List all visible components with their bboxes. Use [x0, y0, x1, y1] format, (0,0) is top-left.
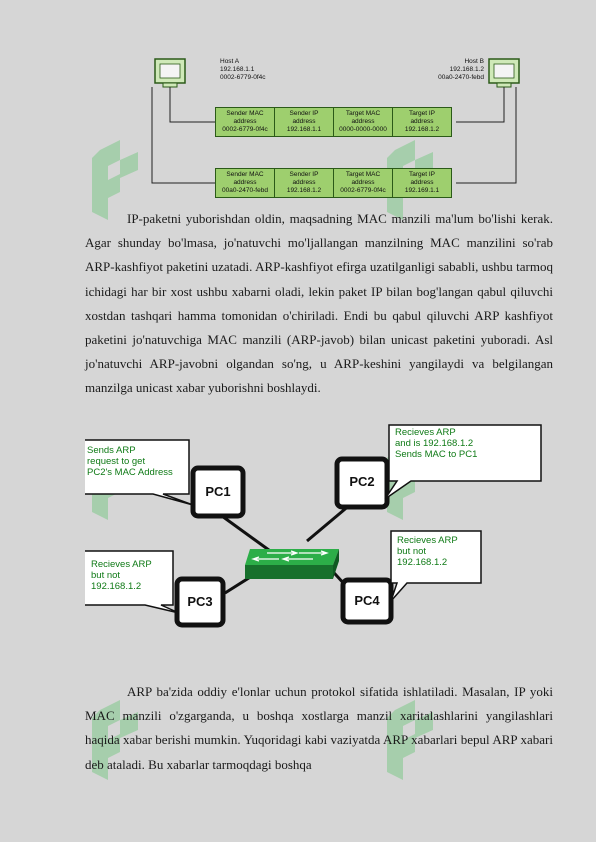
- host-b-label: [438, 58, 484, 82]
- host-b-mac: 00a0-2470-febd: [438, 74, 484, 81]
- field-header: Sender IP: [289, 171, 319, 178]
- field-header: address: [233, 118, 257, 125]
- packet-field: [392, 168, 452, 198]
- pc3-label: PC3: [187, 594, 213, 609]
- paragraph-text: IP-paketni yuborishdan oldin, maqsadning MAC manzili ma'lum bo'lishi kerak. Agar shunday bo'lmasa, jo'natuvchi mo'ljallangan manzilning MAC manzilini so'rab ARP-kashfiyot paketini uzatadi. ARP-kashfiyot efirga uzatilganligi sababli, ushbu tarmoq ichidagi har bir xost ushbu xabarni oladi, lekin paket IP bilan bog'langan qabul qiluvchi xostdan tashqari hamma tomonidan o'chiriladi. Endi bu qabul qiluvchi ARP kashfiyot paketini jo'natuvchiga MAC manzili (ARP-javob) bilan unicast paketini yuboradi. Asl jo'natuvchi ARP-javobni olgandan so'ng, u ARP-keshini yangilaydi va belgilangan manzilga unicast xabar yuborishni boshlaydi.: [85, 211, 553, 396]
- field-header: address: [233, 179, 257, 186]
- host-b-name: Host B: [464, 58, 484, 65]
- host-b-ip: 192.168.1.2: [449, 66, 484, 73]
- field-header: Target IP: [408, 171, 435, 178]
- field-header: Target IP: [408, 110, 435, 117]
- packet-field: [215, 168, 275, 198]
- packet-field: [274, 107, 334, 137]
- field-header: address: [292, 118, 316, 125]
- pc2-label: PC2: [349, 474, 375, 489]
- field-value: 00a0-2470-febd: [222, 187, 268, 194]
- host-a-label: [220, 58, 266, 82]
- host-b-computer-icon: [489, 59, 519, 87]
- network-switch-icon: [245, 549, 339, 579]
- body-paragraph-2: [85, 680, 553, 777]
- field-value: 0002-6779-0f4c: [222, 126, 268, 133]
- pc4-label: PC4: [354, 593, 380, 608]
- field-value: 192.168.1.2: [404, 126, 440, 133]
- field-value: 0000-0000-0000: [339, 126, 387, 133]
- packet-field: [274, 168, 334, 198]
- pc3-bubble-text: Recieves ARP but not 192.168.1.2: [91, 559, 152, 592]
- field-header: Target MAC: [345, 171, 381, 178]
- packet-field: [215, 107, 275, 137]
- field-header: Target MAC: [345, 110, 381, 117]
- arp-reply-packet: [216, 168, 452, 198]
- field-header: Sender MAC: [226, 110, 264, 117]
- packet-field: [392, 107, 452, 137]
- field-header: address: [351, 179, 375, 186]
- pc1-bubble-text: Sends ARP request to get PC2's MAC Address: [87, 445, 173, 478]
- field-header: address: [410, 179, 434, 186]
- field-value: 192.169.1.1: [404, 187, 440, 194]
- field-header: Sender IP: [289, 110, 319, 117]
- pc2-bubble-text: Recieves ARP and is 192.168.1.2 Sends MAC to PC1: [395, 427, 478, 460]
- arp-packet-figure: [150, 55, 522, 205]
- pc4-bubble-text: Recieves ARP but not 192.168.1.2: [397, 535, 458, 568]
- field-value: 192.168.1.2: [286, 187, 322, 194]
- body-paragraph-1: [85, 207, 553, 401]
- paragraph-text: ARP ba'zida oddiy e'lonlar uchun protokol sifatida ishlatiladi. Masalan, IP yoki MAC manzili o'zgarganda, u boshqa xostlarga manzil xaritalashlarini yangilashlari haqida xabar berishi mumkin. Yuqoridagi kabi vaziyatda ARP xabarlari bepul ARP xabari deb ataladi. Bu xabarlar tarmoqdagi boshqa: [85, 684, 553, 772]
- field-header: address: [292, 179, 316, 186]
- pc1-label: PC1: [205, 484, 231, 499]
- packet-field: [333, 107, 393, 137]
- host-a-name: Host A: [220, 58, 240, 65]
- host-a-mac: 0002-6779-0f4c: [220, 74, 266, 81]
- field-header: address: [410, 118, 434, 125]
- field-header: Sender MAC: [226, 171, 264, 178]
- field-header: address: [351, 118, 375, 125]
- field-value: 0002-6779-0f4c: [340, 187, 386, 194]
- host-a-computer-icon: [155, 59, 185, 87]
- field-value: 192.168.1.1: [286, 126, 322, 133]
- packet-field: [333, 168, 393, 198]
- host-a-ip: 192.168.1.1: [220, 66, 255, 73]
- arp-request-packet: [216, 107, 452, 137]
- arp-network-figure: [85, 423, 545, 635]
